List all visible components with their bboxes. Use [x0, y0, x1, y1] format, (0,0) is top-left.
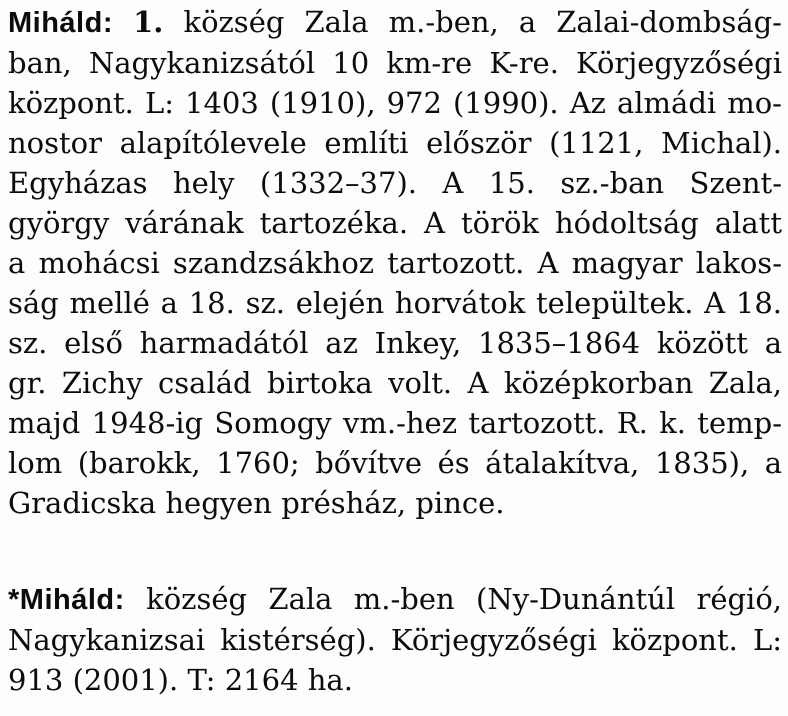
entry-text: község Zala m.-ben, a Zalai-dombság- — [183, 5, 782, 39]
text-line: györgy várának tartozéka. A török hódoltság alatt — [8, 206, 782, 240]
text-line: lom (barokk, 1760; bővítve és átalakítva, 1835), a — [8, 446, 782, 480]
entry2-first-line — [8, 579, 782, 620]
entry-mihald-1 — [8, 2, 782, 523]
text-line: nostor alapítólevele említi először (1121, Michal). — [8, 126, 782, 160]
text-line: a mohácsi szandzsákhoz tartozott. A magyar lakos- — [8, 246, 782, 280]
entry-mihald-2 — [8, 579, 782, 700]
text-line: központ. L: 1403 (1910), 972 (1990). Az almádi mo- — [8, 86, 782, 120]
text-line: Gradicska hegyen présház, pince. — [8, 486, 505, 520]
text-line: 913 (2001). T: 2164 ha. — [8, 663, 353, 697]
text-line: ban, Nagykanizsától 10 km-re K-re. Körjegyzőségi — [8, 46, 782, 80]
text-line: majd 1948-ig Somogy vm.-hez tartozott. R. k. temp- — [8, 406, 782, 440]
headword: *Miháld: — [8, 584, 125, 616]
text-line: Nagykanizsai kistérség). Körjegyzőségi központ. L: — [8, 623, 782, 657]
text-line: ság mellé a 18. sz. elején horvátok települtek. A 18. — [8, 286, 782, 320]
headword: Miháld: — [8, 7, 113, 39]
text-line: sz. első harmadától az Inkey, 1835–1864 között a — [8, 326, 782, 360]
text-line: Egyházas hely (1332–37). A 15. sz.-ban Szent- — [8, 166, 782, 200]
sense-number: 1. — [133, 5, 164, 39]
text-line: gr. Zichy család birtoka volt. A középkorban Zala, — [8, 366, 782, 400]
entry-text: község Zala m.-ben (Ny-Dunántúl régió, — [146, 582, 782, 616]
entry1-first-line — [8, 2, 782, 43]
